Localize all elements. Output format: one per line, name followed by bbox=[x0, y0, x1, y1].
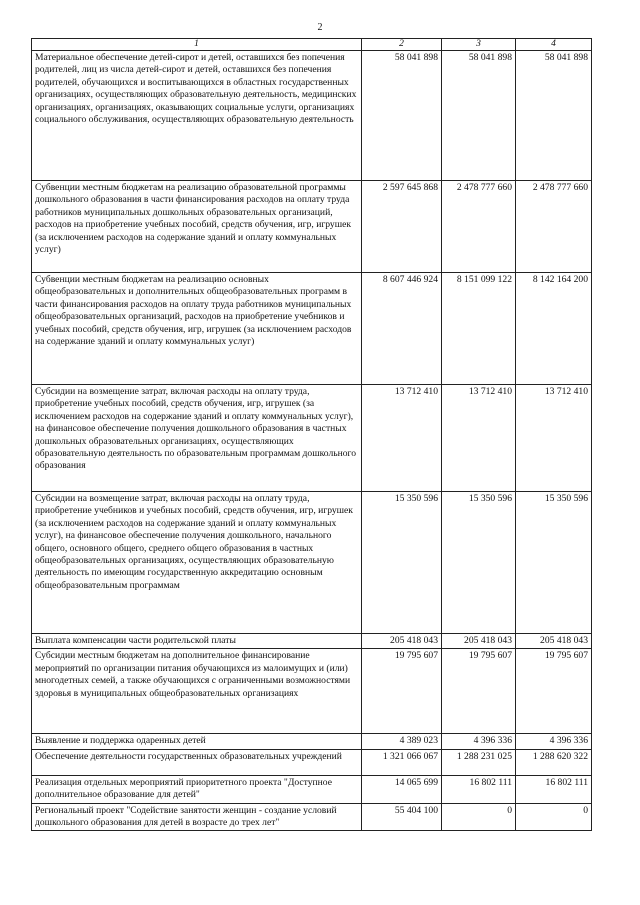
row-name: Региональный проект "Содействие занятости женщин - создание условий дошкольного образования для детей в возрасте до трех лет" bbox=[32, 803, 362, 831]
row-value-col3: 16 802 111 bbox=[442, 775, 516, 803]
row-value-col2: 14 065 699 bbox=[362, 775, 442, 803]
row-value-col4: 19 795 607 bbox=[516, 649, 592, 734]
row-value-col4: 8 142 164 200 bbox=[516, 273, 592, 385]
row-value-col3: 58 041 898 bbox=[442, 51, 516, 181]
header-row bbox=[32, 39, 592, 51]
budget-table bbox=[31, 38, 592, 831]
row-name: Субвенции местным бюджетам на реализацию основных общеобразовательных и дополнительных общеобразовательных программ в части финансирования расходов на оплату труда работников муниципальных общеобразовательных организаций, расходов на приобретение учебников и учебных пособий, средств обучения, игр, игрушек (за исключением расходов на содержание зданий и оплату коммунальных услуг) bbox=[32, 273, 362, 385]
table-row bbox=[32, 51, 592, 181]
table-row bbox=[32, 634, 592, 649]
row-value-col2: 205 418 043 bbox=[362, 634, 442, 649]
row-name: Выплата компенсации части родительской платы bbox=[32, 634, 362, 649]
row-name: Субсидии на возмещение затрат, включая расходы на оплату труда, приобретение учебных пособий, средств обучения, игр, игрушек (за исключением расходов на содержание зданий и оплату коммунальных услуг), на финансовое обеспечение получения дошкольного образования в частных дошкольных образовательных организациях, осуществляющих образовательную деятельность по образовательным программам дошкольного образования bbox=[32, 385, 362, 492]
column-header-4: 4 bbox=[516, 39, 592, 51]
column-header-2: 2 bbox=[362, 39, 442, 51]
table-row bbox=[32, 734, 592, 749]
row-value-col2: 19 795 607 bbox=[362, 649, 442, 734]
row-value-col3: 0 bbox=[442, 803, 516, 831]
row-value-col4: 16 802 111 bbox=[516, 775, 592, 803]
row-value-col3: 2 478 777 660 bbox=[442, 181, 516, 273]
row-name: Реализация отдельных мероприятий приоритетного проекта "Доступное дополнительное образование для детей" bbox=[32, 775, 362, 803]
row-value-col4: 0 bbox=[516, 803, 592, 831]
row-value-col2: 8 607 446 924 bbox=[362, 273, 442, 385]
row-name: Выявление и поддержка одаренных детей bbox=[32, 734, 362, 749]
row-value-col2: 13 712 410 bbox=[362, 385, 442, 492]
row-value-col3: 8 151 099 122 bbox=[442, 273, 516, 385]
row-name: Субсидии на возмещение затрат, включая расходы на оплату труда, приобретение учебников и учебных пособий, средств обучения, игр, игрушек (за исключением расходов на содержание зданий и оплату коммунальных услуг), на финансовое обеспечение получения дошкольного, начального общего, основного общего, среднего общего образования в частных общеобразовательных организациях, осуществляющих образовательную деятельность по имеющим государственную аккредитацию основным общеобразовательным программам bbox=[32, 492, 362, 634]
row-value-col4: 58 041 898 bbox=[516, 51, 592, 181]
row-value-col2: 4 389 023 bbox=[362, 734, 442, 749]
row-value-col3: 4 396 336 bbox=[442, 734, 516, 749]
row-name: Материальное обеспечение детей-сирот и детей, оставшихся без попечения родителей, лиц из числа детей-сирот и детей, оставшихся без попечения родителей, обучающихся и воспитывающихся в областных государственных организациях, осуществляющих образовательную деятельность, медицинских организациях, организациях, оказывающих социальные услуги, организациях социального обслуживания, осуществляющих образовательную деятельность bbox=[32, 51, 362, 181]
row-value-col4: 4 396 336 bbox=[516, 734, 592, 749]
column-header-1: 1 bbox=[32, 39, 362, 51]
page-number: 2 bbox=[317, 22, 323, 33]
row-value-col2: 55 404 100 bbox=[362, 803, 442, 831]
row-value-col4: 2 478 777 660 bbox=[516, 181, 592, 273]
table-row bbox=[32, 803, 592, 831]
table-row bbox=[32, 181, 592, 273]
row-value-col3: 1 288 231 025 bbox=[442, 749, 516, 775]
row-value-col3: 13 712 410 bbox=[442, 385, 516, 492]
table-row bbox=[32, 649, 592, 734]
row-value-col2: 1 321 066 067 bbox=[362, 749, 442, 775]
row-value-col2: 58 041 898 bbox=[362, 51, 442, 181]
row-name: Обеспечение деятельности государственных образовательных учреждений bbox=[32, 749, 362, 775]
column-header-3: 3 bbox=[442, 39, 516, 51]
table-row bbox=[32, 385, 592, 492]
row-value-col3: 15 350 596 bbox=[442, 492, 516, 634]
row-value-col4: 15 350 596 bbox=[516, 492, 592, 634]
table-row bbox=[32, 492, 592, 634]
table-row bbox=[32, 749, 592, 775]
row-value-col3: 205 418 043 bbox=[442, 634, 516, 649]
row-name: Субвенции местным бюджетам на реализацию образовательной программы дошкольного образования в части финансирования расходов на оплату труда работников муниципальных дошкольных образовательных организаций, расходов на приобретение учебных пособий, средств обучения, игр, игрушек (за исключением расходов на содержание зданий и оплату коммунальных услуг) bbox=[32, 181, 362, 273]
table-row bbox=[32, 775, 592, 803]
row-value-col2: 2 597 645 868 bbox=[362, 181, 442, 273]
row-value-col2: 15 350 596 bbox=[362, 492, 442, 634]
row-value-col3: 19 795 607 bbox=[442, 649, 516, 734]
row-value-col4: 13 712 410 bbox=[516, 385, 592, 492]
row-value-col4: 205 418 043 bbox=[516, 634, 592, 649]
table-row bbox=[32, 273, 592, 385]
row-name: Субсидии местным бюджетам на дополнительное финансирование мероприятий по организации питания обучающихся из малоимущих и (или) многодетных семей, а также обучающихся с ограниченными возможностями здоровья в муниципальных общеобразовательных организациях bbox=[32, 649, 362, 734]
row-value-col4: 1 288 620 322 bbox=[516, 749, 592, 775]
